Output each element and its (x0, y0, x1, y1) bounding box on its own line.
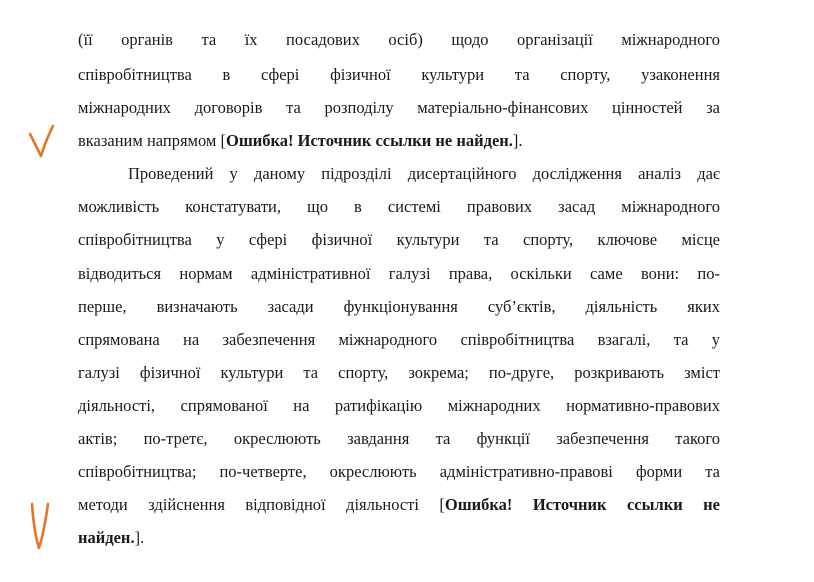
check-mark-stroke (30, 126, 53, 156)
text-line: відводиться нормам адміністративної галузі права, оскільки саме вони: по- (78, 264, 720, 283)
text-fragment: методи здійснення відповідної діяльності [ (78, 495, 445, 514)
text-line (78, 131, 720, 151)
reference-error: Ошибка! Источник ссылки не (444, 495, 720, 514)
text-line: перше, визначають засади функціонування суб’єктів, діяльність яких (78, 297, 720, 316)
text-line: співробітництва; по-четверте, окреслюють адміністративно-правові форми та (78, 462, 720, 481)
text-fragment: ]. (512, 131, 523, 150)
text-line (78, 528, 720, 548)
text-line: міжнародних договорів та розподілу матеріально-фінансових цінностей за (78, 98, 720, 117)
text-line: співробітництва в сфері фізичної культури та спорту, узаконення (78, 65, 720, 84)
text-fragment: ]. (134, 528, 145, 547)
text-line: Проведений у даному підрозділі дисертаційного дослідження аналіз дає (128, 164, 720, 183)
text-line: можливість констатувати, що в системі правових засад міжнародного (78, 197, 720, 216)
text-fragment: вказаним напрямом [ (78, 131, 226, 150)
text-line: актів; по-третє, окреслюють завдання та функції забезпечення такого (78, 429, 720, 448)
text-line: галузі фізичної культури та спорту, зокрема; по-друге, розкривають зміст (78, 363, 720, 382)
check-mark-stroke (32, 504, 48, 548)
reference-error: найден. (78, 528, 135, 547)
check-mark-icon (24, 498, 54, 554)
text-line: (її органів та їх посадових осіб) щодо організації міжнародного (78, 30, 720, 49)
text-line (78, 495, 720, 515)
check-mark-icon (26, 120, 56, 162)
text-line: співробітництва у сфері фізичної культури та спорту, ключове місце (78, 230, 720, 249)
text-line: спрямована на забезпечення міжнародного співробітництва взагалі, та у (78, 330, 720, 349)
reference-error: Ошибка! Источник ссылки не найден. (226, 131, 513, 150)
text-line: діяльності, спрямованої на ратифікацію міжнародних нормативно-правових (78, 396, 720, 415)
